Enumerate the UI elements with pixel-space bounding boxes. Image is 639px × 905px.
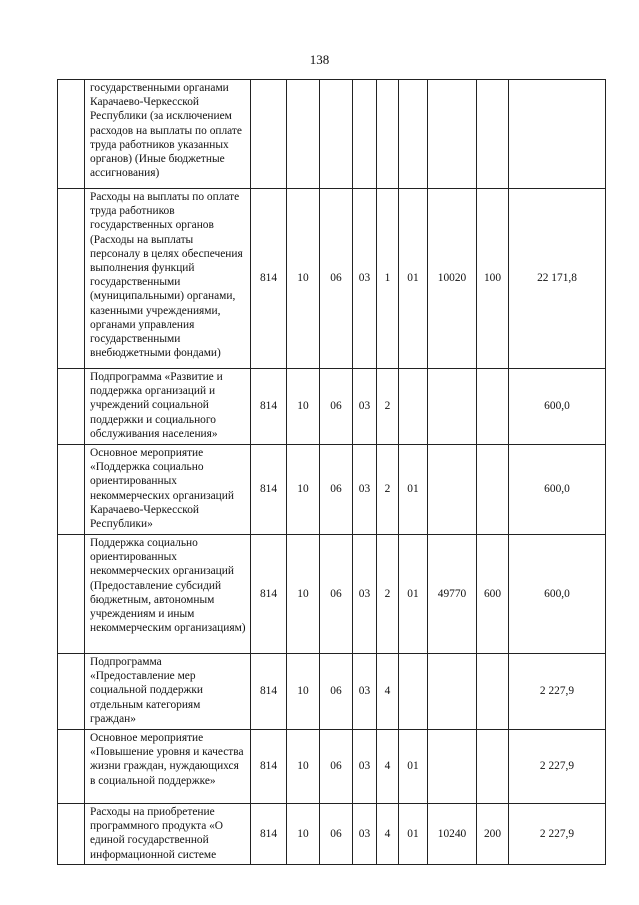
table-row: [58, 445, 606, 535]
empty-cell: [58, 535, 85, 654]
expense-type-code-cell: 600: [477, 535, 509, 654]
section-code-cell: 10: [287, 804, 320, 865]
expense-type-code-cell: 100: [477, 189, 509, 369]
empty-cell: [58, 369, 85, 445]
subprogram-code-cell: 4: [377, 654, 399, 730]
empty-cell: [58, 730, 85, 804]
main-event-code-cell: [399, 654, 428, 730]
expense-name-cell: Основное мероприятие «Повышение уровня и качества жизни граждан, нуждающихся в социальной поддержке»: [85, 730, 251, 804]
amount-cell: 600,0: [509, 369, 606, 445]
amount-cell: 2 227,9: [509, 654, 606, 730]
expense-name-cell: [85, 80, 251, 189]
table-row: [58, 189, 606, 369]
budget-table: [57, 79, 606, 865]
section-code-cell: 10: [287, 535, 320, 654]
amount-cell: 600,0: [509, 445, 606, 535]
program-code-cell: 03: [353, 654, 377, 730]
expense-type-code-cell: [477, 654, 509, 730]
main-event-code-cell: [399, 369, 428, 445]
amount-cell: [509, 80, 606, 189]
subprogram-code-cell: 2: [377, 535, 399, 654]
direction-code-cell: [428, 730, 477, 804]
program-code-cell: 03: [353, 189, 377, 369]
direction-code-cell: [428, 654, 477, 730]
direction-code-cell: [428, 80, 477, 189]
subprogram-code-cell: [377, 80, 399, 189]
table-row: [58, 369, 606, 445]
table-row: [58, 80, 606, 189]
subsection-code-cell: 06: [320, 730, 353, 804]
empty-cell: [58, 80, 85, 189]
expense-name-cell: Подпрограмма «Предоставление мер социальной поддержки отдельным категориям граждан»: [85, 654, 251, 730]
ministry-code-cell: 814: [251, 535, 287, 654]
program-code-cell: 03: [353, 730, 377, 804]
program-code-cell: 03: [353, 369, 377, 445]
section-code-cell: 10: [287, 445, 320, 535]
subprogram-code-cell: 2: [377, 369, 399, 445]
section-code-cell: 10: [287, 654, 320, 730]
section-code-cell: [287, 80, 320, 189]
direction-code-cell: 10240: [428, 804, 477, 865]
expense-name: Расходы на приобретение программного продукта «О единой государственной информационной системе: [90, 806, 224, 861]
expense-name: государственными органами Карачаево-Черкесской Республики (за исключением расходов на выплаты по оплате труда работников указанных органов) (Иные бюджетные ассигнования): [90, 82, 242, 180]
main-event-code-cell: 01: [399, 804, 428, 865]
table-row: [58, 654, 606, 730]
direction-code-cell: [428, 445, 477, 535]
program-code-cell: [353, 80, 377, 189]
expense-type-code-cell: [477, 445, 509, 535]
program-code-cell: 03: [353, 535, 377, 654]
amount-cell: 2 227,9: [509, 804, 606, 865]
expense-name-cell: Основное мероприятие «Поддержка социально ориентированных некоммерческих организаций Карачаево-Черкесской Республики»: [85, 445, 251, 535]
ministry-code-cell: 814: [251, 804, 287, 865]
ministry-code-cell: 814: [251, 189, 287, 369]
table-row: [58, 730, 606, 804]
subsection-code-cell: 06: [320, 654, 353, 730]
subsection-code-cell: 06: [320, 189, 353, 369]
expense-name-cell: Поддержка социально ориентированных некоммерческих организаций (Предоставление субсидий бюджетным, автономным учреждениям и иным некоммерческим организациям): [85, 535, 251, 654]
program-code-cell: 03: [353, 804, 377, 865]
main-event-code-cell: 01: [399, 535, 428, 654]
section-code-cell: 10: [287, 730, 320, 804]
direction-code-cell: [428, 369, 477, 445]
expense-name-cell: Подпрограмма «Развитие и поддержка организаций и учреждений социальной поддержки и социального обслуживания населения»: [85, 369, 251, 445]
subprogram-code-cell: 2: [377, 445, 399, 535]
direction-code-cell: 49770: [428, 535, 477, 654]
subprogram-code-cell: 4: [377, 730, 399, 804]
section-code-cell: 10: [287, 369, 320, 445]
expense-type-code-cell: 200: [477, 804, 509, 865]
subsection-code-cell: 06: [320, 369, 353, 445]
expense-name-cell: [85, 804, 251, 865]
empty-cell: [58, 189, 85, 369]
expense-type-code-cell: [477, 369, 509, 445]
expense-name-cell: Расходы на выплаты по оплате труда работников государственных органов (Расходы на выплаты персоналу в целях обеспечения выполнения функций государственными (муниципальными) органами, казенными учреждениями, органами управления государственными внебюджетными фондами): [85, 189, 251, 369]
ministry-code-cell: 814: [251, 730, 287, 804]
empty-cell: [58, 804, 85, 865]
amount-cell: 600,0: [509, 535, 606, 654]
table-row: [58, 804, 606, 865]
ministry-code-cell: [251, 80, 287, 189]
empty-cell: [58, 654, 85, 730]
amount-cell: 22 171,8: [509, 189, 606, 369]
subprogram-code-cell: 1: [377, 189, 399, 369]
page-number: 138: [309, 52, 330, 67]
section-code-cell: 10: [287, 189, 320, 369]
main-event-code-cell: 01: [399, 730, 428, 804]
program-code-cell: 03: [353, 445, 377, 535]
subprogram-code-cell: 4: [377, 804, 399, 865]
ministry-code-cell: 814: [251, 445, 287, 535]
expense-type-code-cell: [477, 80, 509, 189]
expense-type-code-cell: [477, 730, 509, 804]
main-event-code-cell: [399, 80, 428, 189]
ministry-code-cell: 814: [251, 369, 287, 445]
subsection-code-cell: 06: [320, 535, 353, 654]
main-event-code-cell: 01: [399, 445, 428, 535]
subsection-code-cell: [320, 80, 353, 189]
main-event-code-cell: 01: [399, 189, 428, 369]
empty-cell: [58, 445, 85, 535]
table-row: [58, 535, 606, 654]
amount-cell: 2 227,9: [509, 730, 606, 804]
direction-code-cell: 10020: [428, 189, 477, 369]
subsection-code-cell: 06: [320, 804, 353, 865]
ministry-code-cell: 814: [251, 654, 287, 730]
subsection-code-cell: 06: [320, 445, 353, 535]
